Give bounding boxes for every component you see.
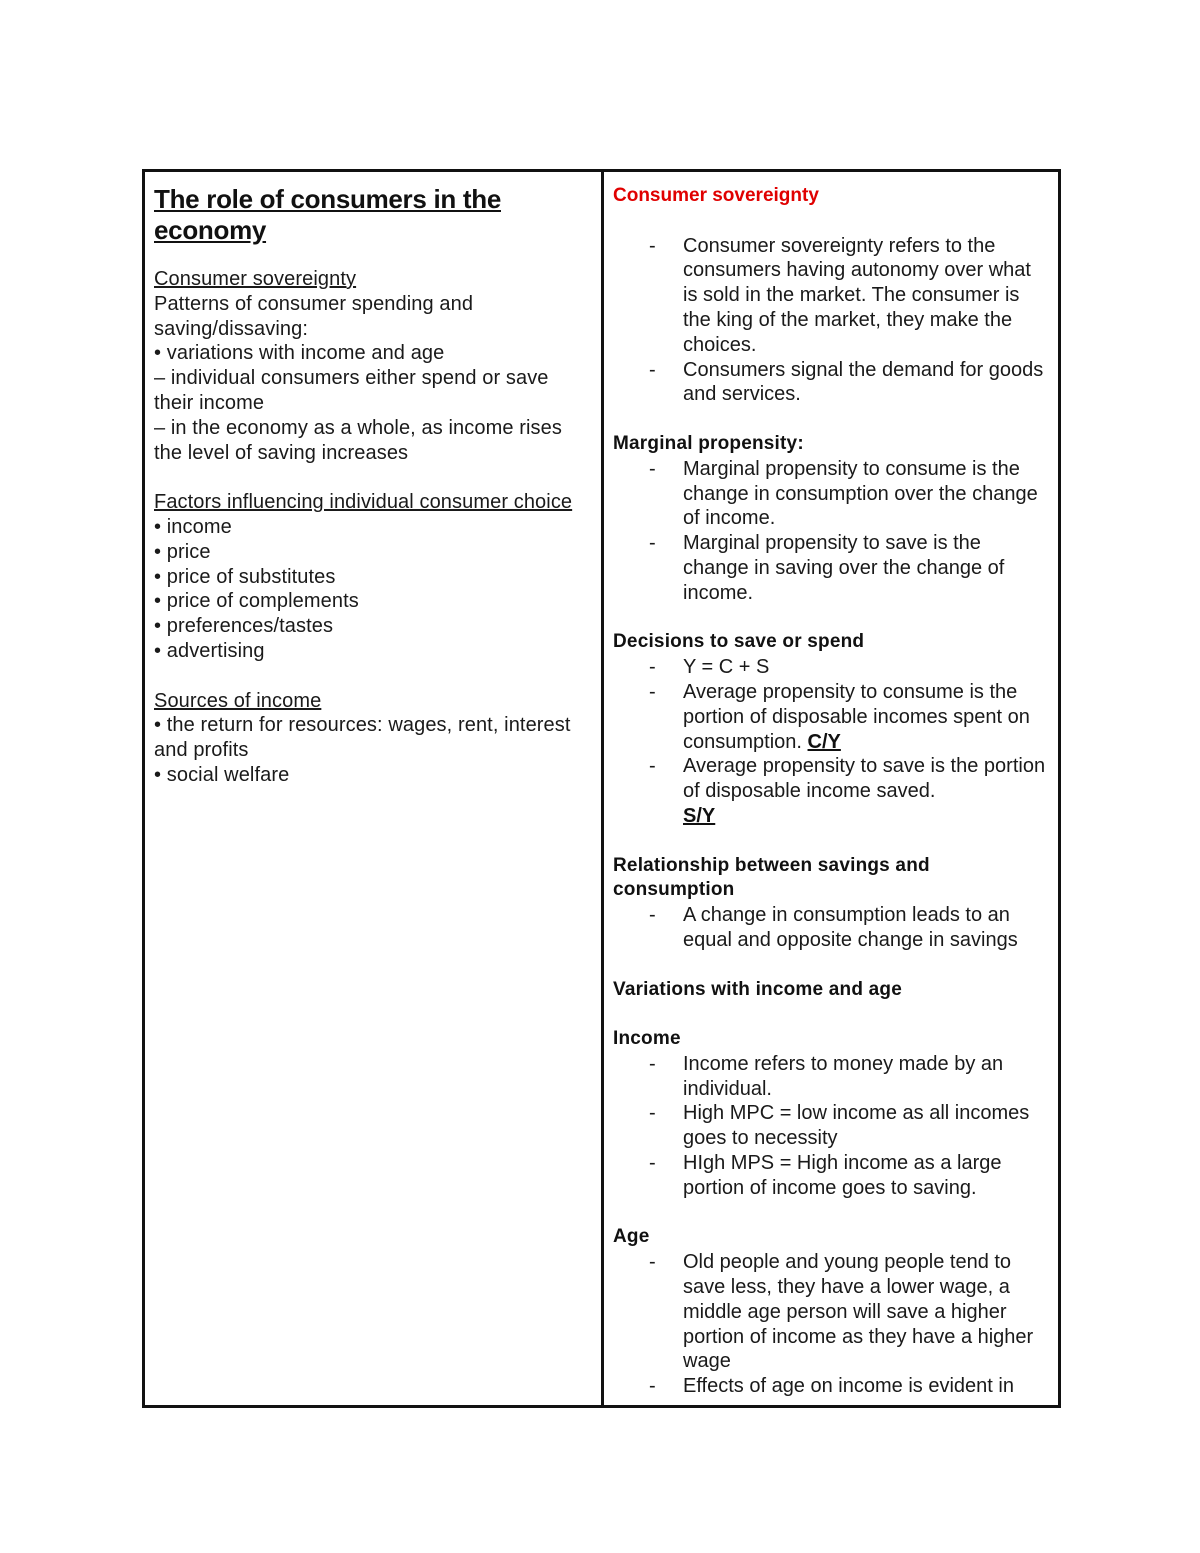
- formula: S/Y: [683, 804, 716, 827]
- list-item: - Average propensity to consume is the portion of disposable incomes spent on consumption. C/Y: [649, 680, 1030, 753]
- dash-marker: -: [649, 1375, 656, 1398]
- section-heading: Age: [613, 1226, 650, 1248]
- bullet-item: • the return for resources: wages, rent, interest and profits: [154, 714, 571, 762]
- right-column: [604, 172, 1058, 1405]
- bullet-item: • price of substitutes: [154, 565, 336, 588]
- dash-marker: -: [649, 904, 656, 927]
- section-heading: Consumer sovereignty: [613, 185, 819, 206]
- sources-heading: Sources of income: [154, 689, 322, 712]
- bullet-item: • income: [154, 515, 232, 538]
- consumer-sovereignty-heading: Consumer sovereignty: [154, 268, 357, 290]
- list-item: - Y = C + S: [649, 656, 770, 679]
- list-item: - Marginal propensity to consume is the change in consumption over the change of income.: [649, 457, 1038, 530]
- dash-list: [613, 655, 1050, 829]
- left-column: [145, 172, 604, 1405]
- section-heading: Income: [613, 1028, 681, 1050]
- factors-heading: Factors influencing individual consumer choice: [154, 491, 573, 514]
- dash-marker: -: [649, 457, 656, 480]
- list-item: - Consumer sovereignty refers to the consumers having autonomy over what is sold in the market. The consumer is the king of the market, they make the choices.: [649, 234, 1031, 356]
- dash-marker: -: [649, 1102, 656, 1125]
- list-item: - Old people and young people tend to save less, they have a lower wage, a middle age person will save a higher portion of income as they have a higher wage: [649, 1251, 1034, 1373]
- bullet-item: • price: [154, 540, 211, 563]
- list-item: - Effects of age on income is evident in: [649, 1375, 1014, 1398]
- bullet-item: • advertising: [154, 639, 265, 662]
- list-item: - HIgh MPS = High income as a large portion of income goes to saving.: [649, 1152, 1002, 1199]
- dash-list: [613, 1052, 1050, 1201]
- bullet-item: • price of complements: [154, 590, 359, 613]
- dash-list: [613, 457, 1050, 606]
- dash-marker: -: [649, 755, 656, 778]
- section-heading: Relationship between savings and consumption: [613, 854, 930, 901]
- dash-marker: -: [649, 358, 656, 381]
- dash-marker: -: [649, 1152, 656, 1175]
- dash-marker: -: [649, 680, 656, 703]
- document-title: The role of consumers in the economy: [154, 184, 501, 245]
- dash-list: [613, 1250, 1050, 1399]
- dash-marker: -: [649, 1251, 656, 1274]
- bullet-item: • variations with income and age: [154, 342, 445, 365]
- formula: C/Y: [807, 730, 841, 753]
- dash-item: – in the economy as a whole, as income rises the level of saving increases: [154, 416, 562, 464]
- dash-marker: -: [649, 234, 656, 257]
- section-heading: Variations with income and age: [613, 978, 902, 1000]
- list-item: - Marginal propensity to save is the change in saving over the change of income.: [649, 532, 1005, 604]
- list-item: - A change in consumption leads to an equal and opposite change in savings: [649, 904, 1018, 951]
- list-item: - Income refers to money made by an individual.: [649, 1052, 1004, 1100]
- dash-marker: -: [649, 1052, 656, 1075]
- bullet-item: • preferences/tastes: [154, 615, 334, 638]
- dash-list: [613, 234, 1050, 408]
- patterns-line: saving/dissaving:: [154, 317, 309, 340]
- dash-marker: -: [649, 532, 656, 555]
- section-heading: Marginal propensity:: [613, 432, 804, 454]
- list-item: - Average propensity to save is the portion of disposable income saved. S/Y: [649, 755, 1046, 827]
- section-heading: Decisions to save or spend: [613, 631, 865, 653]
- notes-table: [142, 169, 1061, 1408]
- dash-marker: -: [649, 656, 656, 679]
- patterns-line: Patterns of consumer spending and: [154, 292, 474, 315]
- dash-item: – individual consumers either spend or save their income: [154, 367, 549, 414]
- bullet-item: • social welfare: [154, 763, 290, 786]
- list-item: - Consumers signal the demand for goods and services.: [649, 358, 1044, 406]
- list-item: - High MPC = low income as all incomes goes to necessity: [649, 1102, 1030, 1150]
- dash-list: [613, 903, 1050, 953]
